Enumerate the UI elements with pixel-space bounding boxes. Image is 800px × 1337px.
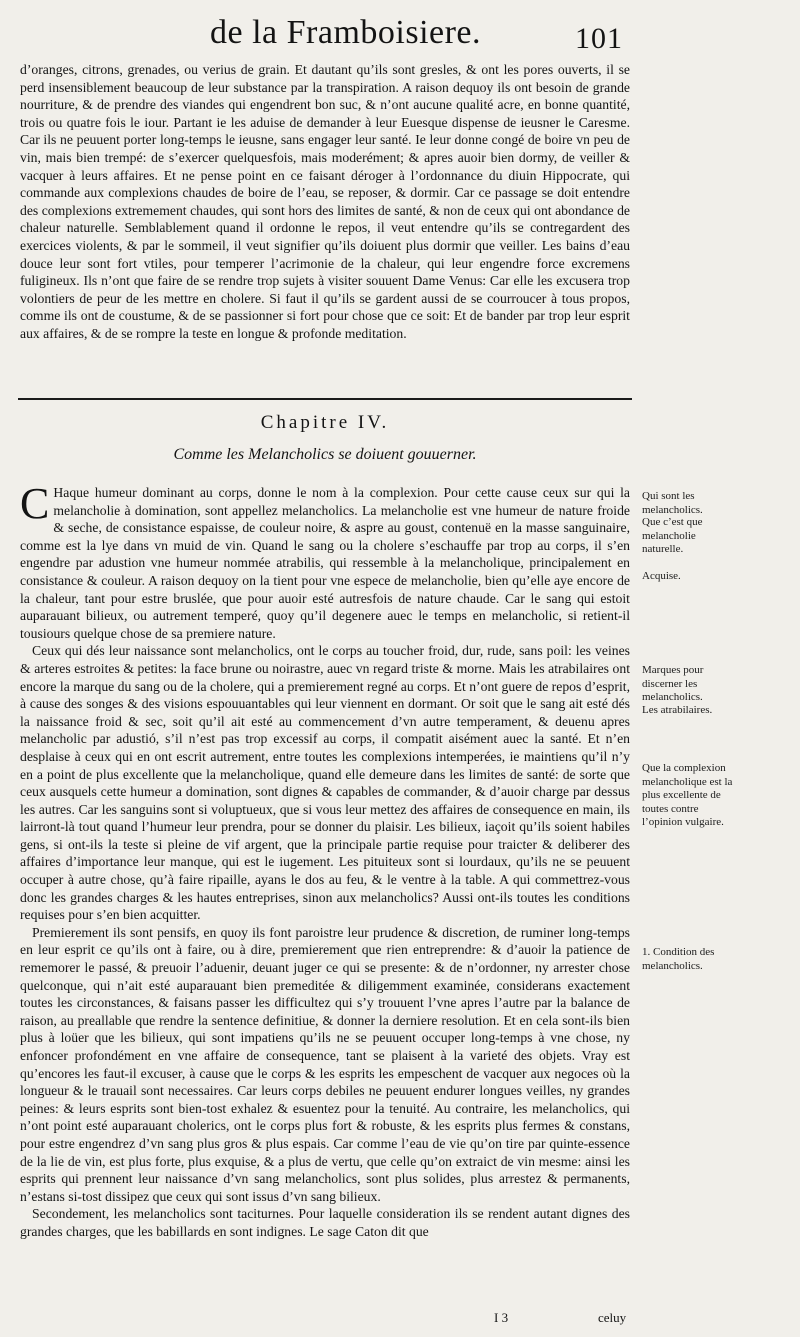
catchword: celuy — [598, 1310, 627, 1325]
chapter-paragraph-1 — [20, 479, 630, 642]
continuation-paragraph: d’oranges, citrons, grenades, ou verius de grain. Et dautant qu’ils sont gresles, & ont les pores ouverts, il se perd insensiblement beaucoup de leur substance par la transpiration. A raison dequoy ils ont besoin de grande nourriture, & de prendre des viandes qui engendrent bon suc, & n’ont aucune qualité acre, en bonne quantité, trois ou quatre fois le iour. Partant ie les aduise de demander à leur Euesque dispense de ieusner le Caresme. Car ils ne peuuent porter long-temps le ieusne, sans engager leur santé. Ie leur donne congé de boire vn peu de vin, mais bien trempé: de s’exercer quelquesfois, mais moderément; & apres auoir bien dormy, de veiller & vacquer à leurs affaires. Et ne pense point en ce faisant déroger à l’ordonnance du diuin Hippocrate, qui commande aux complexions chaudes de boire de l’eau, se reposer, & dormir. Car ce passage se doit entendre des complexions extremement chaudes, qui sont hors des limites de santé, & non de ceux qui ont abondance de chaleur naturelle. Semblablement quand il ordonne le repos, il veut entendre qu’ils se contregardent des exercices violents, & par le sommeil, il veut signifier qu’ils doiuent plus dormir que veiller. Les bains d’eau douce leur sont fort vtiles, pour temperer l’acrimonie de la chaleur, qui leur engendre force excremens fuligineux. Ils n’ont que faire de se rendre trop sujets à visiter souuent Dame Venus: Car elle les excusera trop volontiers de peur de les mettre en cholere. Si faut il qu’ils se gardent aussi de se courroucer à tous propos, comme ils ont de coustume, & de se passionner si fort pour chose que ce soit: Et de bander par trop leur esprit aux affaires, & de se rompre la teste en longue & profonde meditation. — [20, 62, 630, 341]
margin-note-6: Que la complexion melancholique est la plus excellente de toutes contre l’opinion vulgaire. — [642, 762, 733, 828]
continuation-paragraph-block — [20, 61, 630, 343]
chapter-heading: Chapitre IV. — [260, 412, 390, 433]
margin-note-3: Acquise. — [642, 570, 681, 582]
chapter-paragraph-3: Premierement ils sont pensifs, en quoy ils font paroistre leur prudence & discretion, de ruminer long-temps en leur esprit ce qu’ils ont à faire, ou à dire, premierement que rien entreprendre: & d’auoir la patience de rememorer le passé, & preuoir l’aduenir, deuant juger ce qui se presente: & de n’ordonner, ny arrester chose quelconque, qui n’ait esté auparauant bien premeditée & diligemment examinée, considerans exactement toutes les circonstances, & faisans passer les difficultez qui s’y trouuent l’vne apres l’autre par la balance de raison, au preallable que rendre la sentence definitiue, & donner la derniere resolution. Et en cela sont-ils bien plus à loüer que les bilieux, qui sont impatiens qu’ils ne se peuuent occuper long-temps à vne chose, ny enfoncer profondément en vne affaire de consequence, tant se plaisent à la varieté des objets. Vray est qu’encores les faut-il excuser, à cause que le corps & les esprits les empeschent de vacquer aux negoces où la longueur & le trauail sont necessaires. Car leurs corps debiles ne peuuent endurer longues veilles, ny grandes peines: & leurs esprits sont bien-tost exhalez & esuentez pour la tenuité. Au contraire, les melancholics, qui n’ont point esté auparauant cholerics, ont le corps plus fort & robuste, & les esprits plus fermes & constans, pour estre engendrez d’vn sang plus gros & plus espais. Car comme l’eau de vie qu’on tire par quinte-essence de la lie de vin, est plus forte, plus exquise, & a plus de vertu, que celle qu’on extraict de vin mesme: ainsi les esprits qui prennent leur naissance d’vn sang melancholics, sont plus solides, plus arrestez & permanents, n’estans si-tost dissipez que ceux qui sont issus d’vn sang bilieux. — [20, 924, 630, 1204]
running-head — [0, 14, 800, 64]
chapter-body — [20, 479, 630, 1241]
chapter-paragraph-2: Ceux qui dés leur naissance sont melancholics, ont le corps au toucher froid, dur, rude, sans poil: les veines & arteres estroites & petites: la face brune ou noirastre, auec vn regard triste & morne. Mais les atrabilaires ont encore la marque du sang ou de la cholere, qui a premierement regné au corps. Et n’ont guere de repos d’esprit, à cause des songes & des visions espouuantables qui leur viennent en dormant. Or soit que le sang ait esté dés la naissance froid & sec, soit qu’il ait esté au commencement d’vn autre temperament, & deuenu apres melancholic par adustió, s’il n’est pas trop excessif au corps, il compatit aisément auec la santé. Et n’en desplaise à ceux qui en ont escrit autrement, entre toutes les complexions intemperées, ie maintiens qu’il n’y en a point de plus excellente que la melancholique, quand elle demeure dans les limites de santé: de sorte que ceux ausquels cette humeur a domination, sont dignes & capables de commander, & d’auoir charge par dessus les autres. Car les sanguins sont si voluptueux, que si vous leur mettez des affaires de consequence en main, ils lairront-là tout quand l’humeur leur prendra, pour se donner du plaisir. Les bilieux, iaçoit qu’ils soient habiles gens, si ont-ils la teste si pleine de vif argent, que la principale partie requise pour traicter & deliberer des affaires d’importance leur manque, qui est le iugement. Les pituiteux sont si lourdaux, qu’ils ne se peuuent occuper à autre chose, qu’à faire ripaille, ayans le dos au feu, & le ventre à la table. A qui commettrez-vous donc les grandes charges & les hautes entreprises, sinon aux melancholics? Aussi ont-ils toutes les conditions requises pour s’en bien acquitter. — [20, 643, 630, 923]
running-title: de la Framboisiere. — [210, 14, 482, 51]
chapter-paragraph-1-text: Haque humeur dominant au corps, donne le nom à la complexion. Pour cette cause ceux sur qui la melancholie à domination, sont appellez melancholics. La melancholie est vne humeur de nature froide & seche, de consistance espaisse, de couleur noire, & aspre au goust, contenuë en la masse sanguinaire, comme est la lye dans vn muid de vin. Quand le sang ou la cholere s’eschauffe par trop au corps, il s’en engendre par adustion vne humeur nommée atrabilis, qui ressemble à la melancholique, principalement en consistance & couleur. A raison dequoy on la tient pour vne espece de melancholie, bien qu’elle aye encore de la chaleur, tant pour estre bruslée, que pour auoir esté autresfois de nature chaude. Car le sang qui estoit auparauant bilieux, ou autrement temperé, quoy qu’il degenere auec le temps en melancholic, si retient-il tousiours quelque chose de sa premiere nature. — [20, 485, 630, 641]
margin-note-7: 1. Condition des melancholics. — [642, 946, 715, 972]
chapter-subtitle: Comme les Melancholics se doiuent gouuerner. — [173, 446, 477, 463]
margin-note-1: Qui sont les melancholics. — [642, 490, 703, 516]
signature-mark: I 3 — [494, 1310, 509, 1325]
drop-cap: C — [20, 479, 50, 528]
chapter-paragraph-4: Secondement, les melancholics sont taciturnes. Pour laquelle consideration ils se rendent autant dignes des grandes charges, que les babillards en sont indignes. Le sage Caton dit que — [20, 1206, 630, 1239]
page-number: 101 — [575, 22, 623, 55]
margin-note-4: Marques pour discerner les melancholics. — [642, 664, 704, 703]
margin-note-5: Les atrabilaires. — [642, 704, 713, 716]
chapter-divider-rule — [18, 398, 632, 400]
margin-note-2: Que c’est que melancholie naturelle. — [642, 516, 703, 555]
